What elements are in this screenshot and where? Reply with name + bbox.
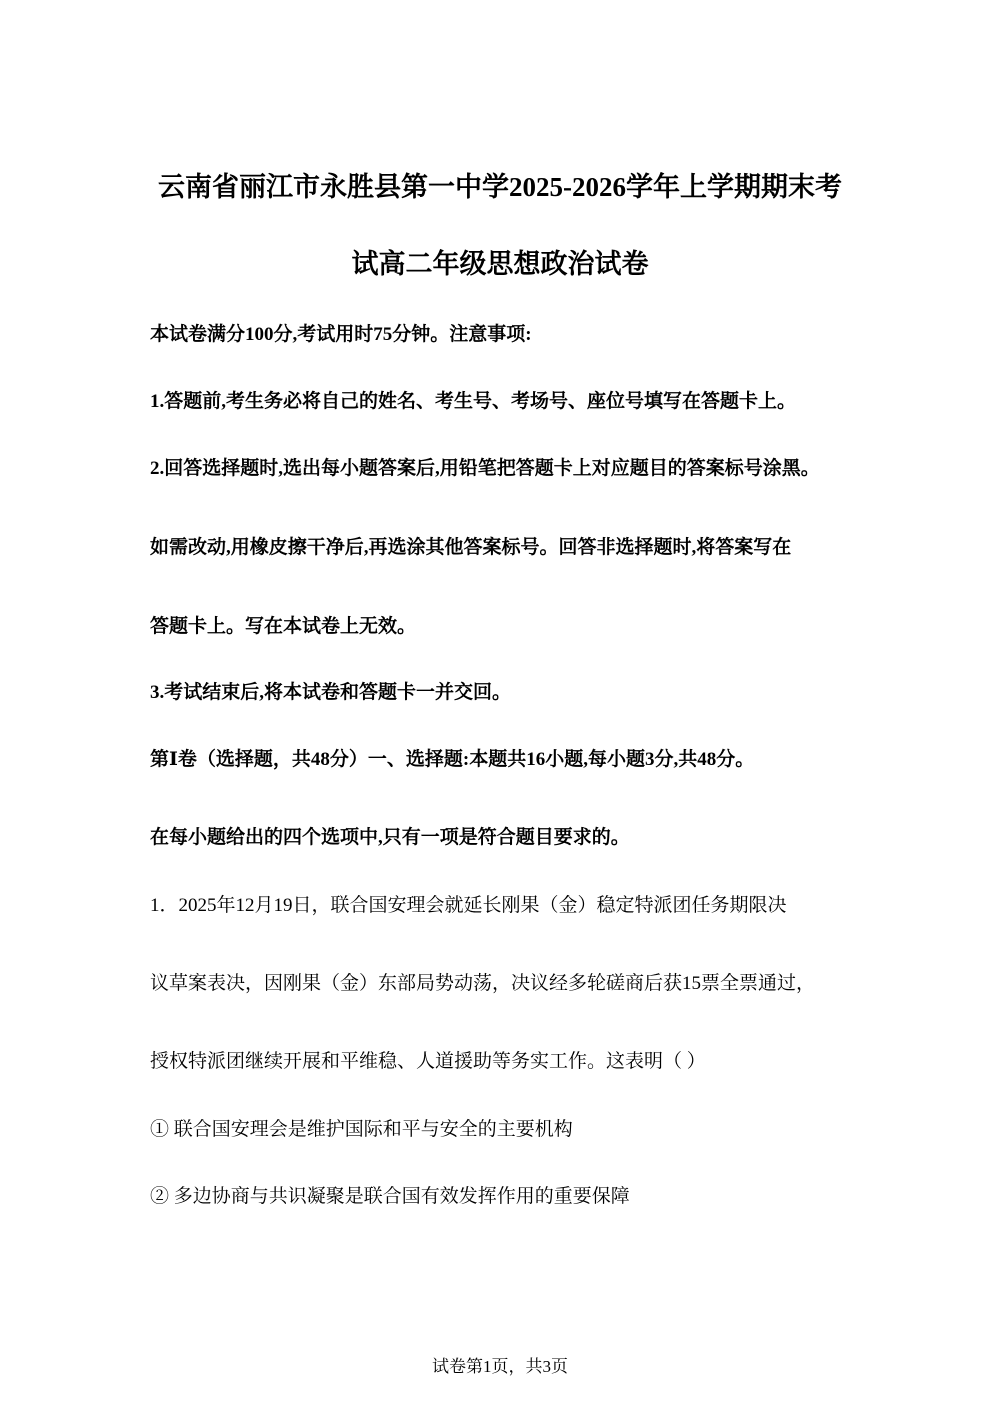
question-1-option-2: ② 多边协商与共识凝聚是联合国有效发挥作用的重要保障 (150, 1186, 630, 1207)
exam-title-line2: 试高二年级思想政治试卷 (351, 249, 649, 279)
instruction-item-2-line3: 答题卡上。写在本试卷上无效。 (150, 616, 417, 637)
question-1-option-1: ① 联合国安理会是维护国际和平与安全的主要机构 (150, 1119, 573, 1140)
question-1-stem-line1: 1．2025年12月19日，联合国安理会就延长刚果（金）稳定特派团任务期限决 (150, 895, 787, 916)
instructions-intro: 本试卷满分100分,考试用时75分钟。注意事项: (150, 324, 532, 345)
instruction-item-1: 1.答题前,考生务必将自己的姓名、考生号、考场号、座位号填写在答题卡上。 (150, 391, 797, 412)
instruction-item-2-line2: 如需改动,用橡皮擦干净后,再选涂其他答案标号。回答非选择题时,将答案写在 (150, 537, 792, 558)
question-1-stem-line2: 议草案表决，因刚果（金）东部局势动荡，决议经多轮磋商后获15票全票通过， (150, 973, 816, 994)
question-1-stem-line3: 授权特派团继续开展和平维稳、人道援助等务实工作。这表明（ ） (150, 1051, 706, 1072)
page-footer: 试卷第1页，共3页 (432, 1357, 568, 1376)
instruction-item-3: 3.考试结束后,将本试卷和答题卡一并交回。 (150, 682, 512, 703)
section-header-line1: 第Ⅰ卷（选择题，共48分）一、选择题:本题共16小题,每小题3分,共48分。 (150, 749, 755, 770)
exam-title-line1: 云南省丽江市永胜县第一中学2025-2026学年上学期期末考 (158, 172, 842, 202)
section-header-line2: 在每小题给出的四个选项中,只有一项是符合题目要求的。 (150, 827, 630, 848)
instruction-item-2-line1: 2.回答选择题时,选出每小题答案后,用铅笔把答题卡上对应题目的答案标号涂黑。 (150, 458, 820, 479)
